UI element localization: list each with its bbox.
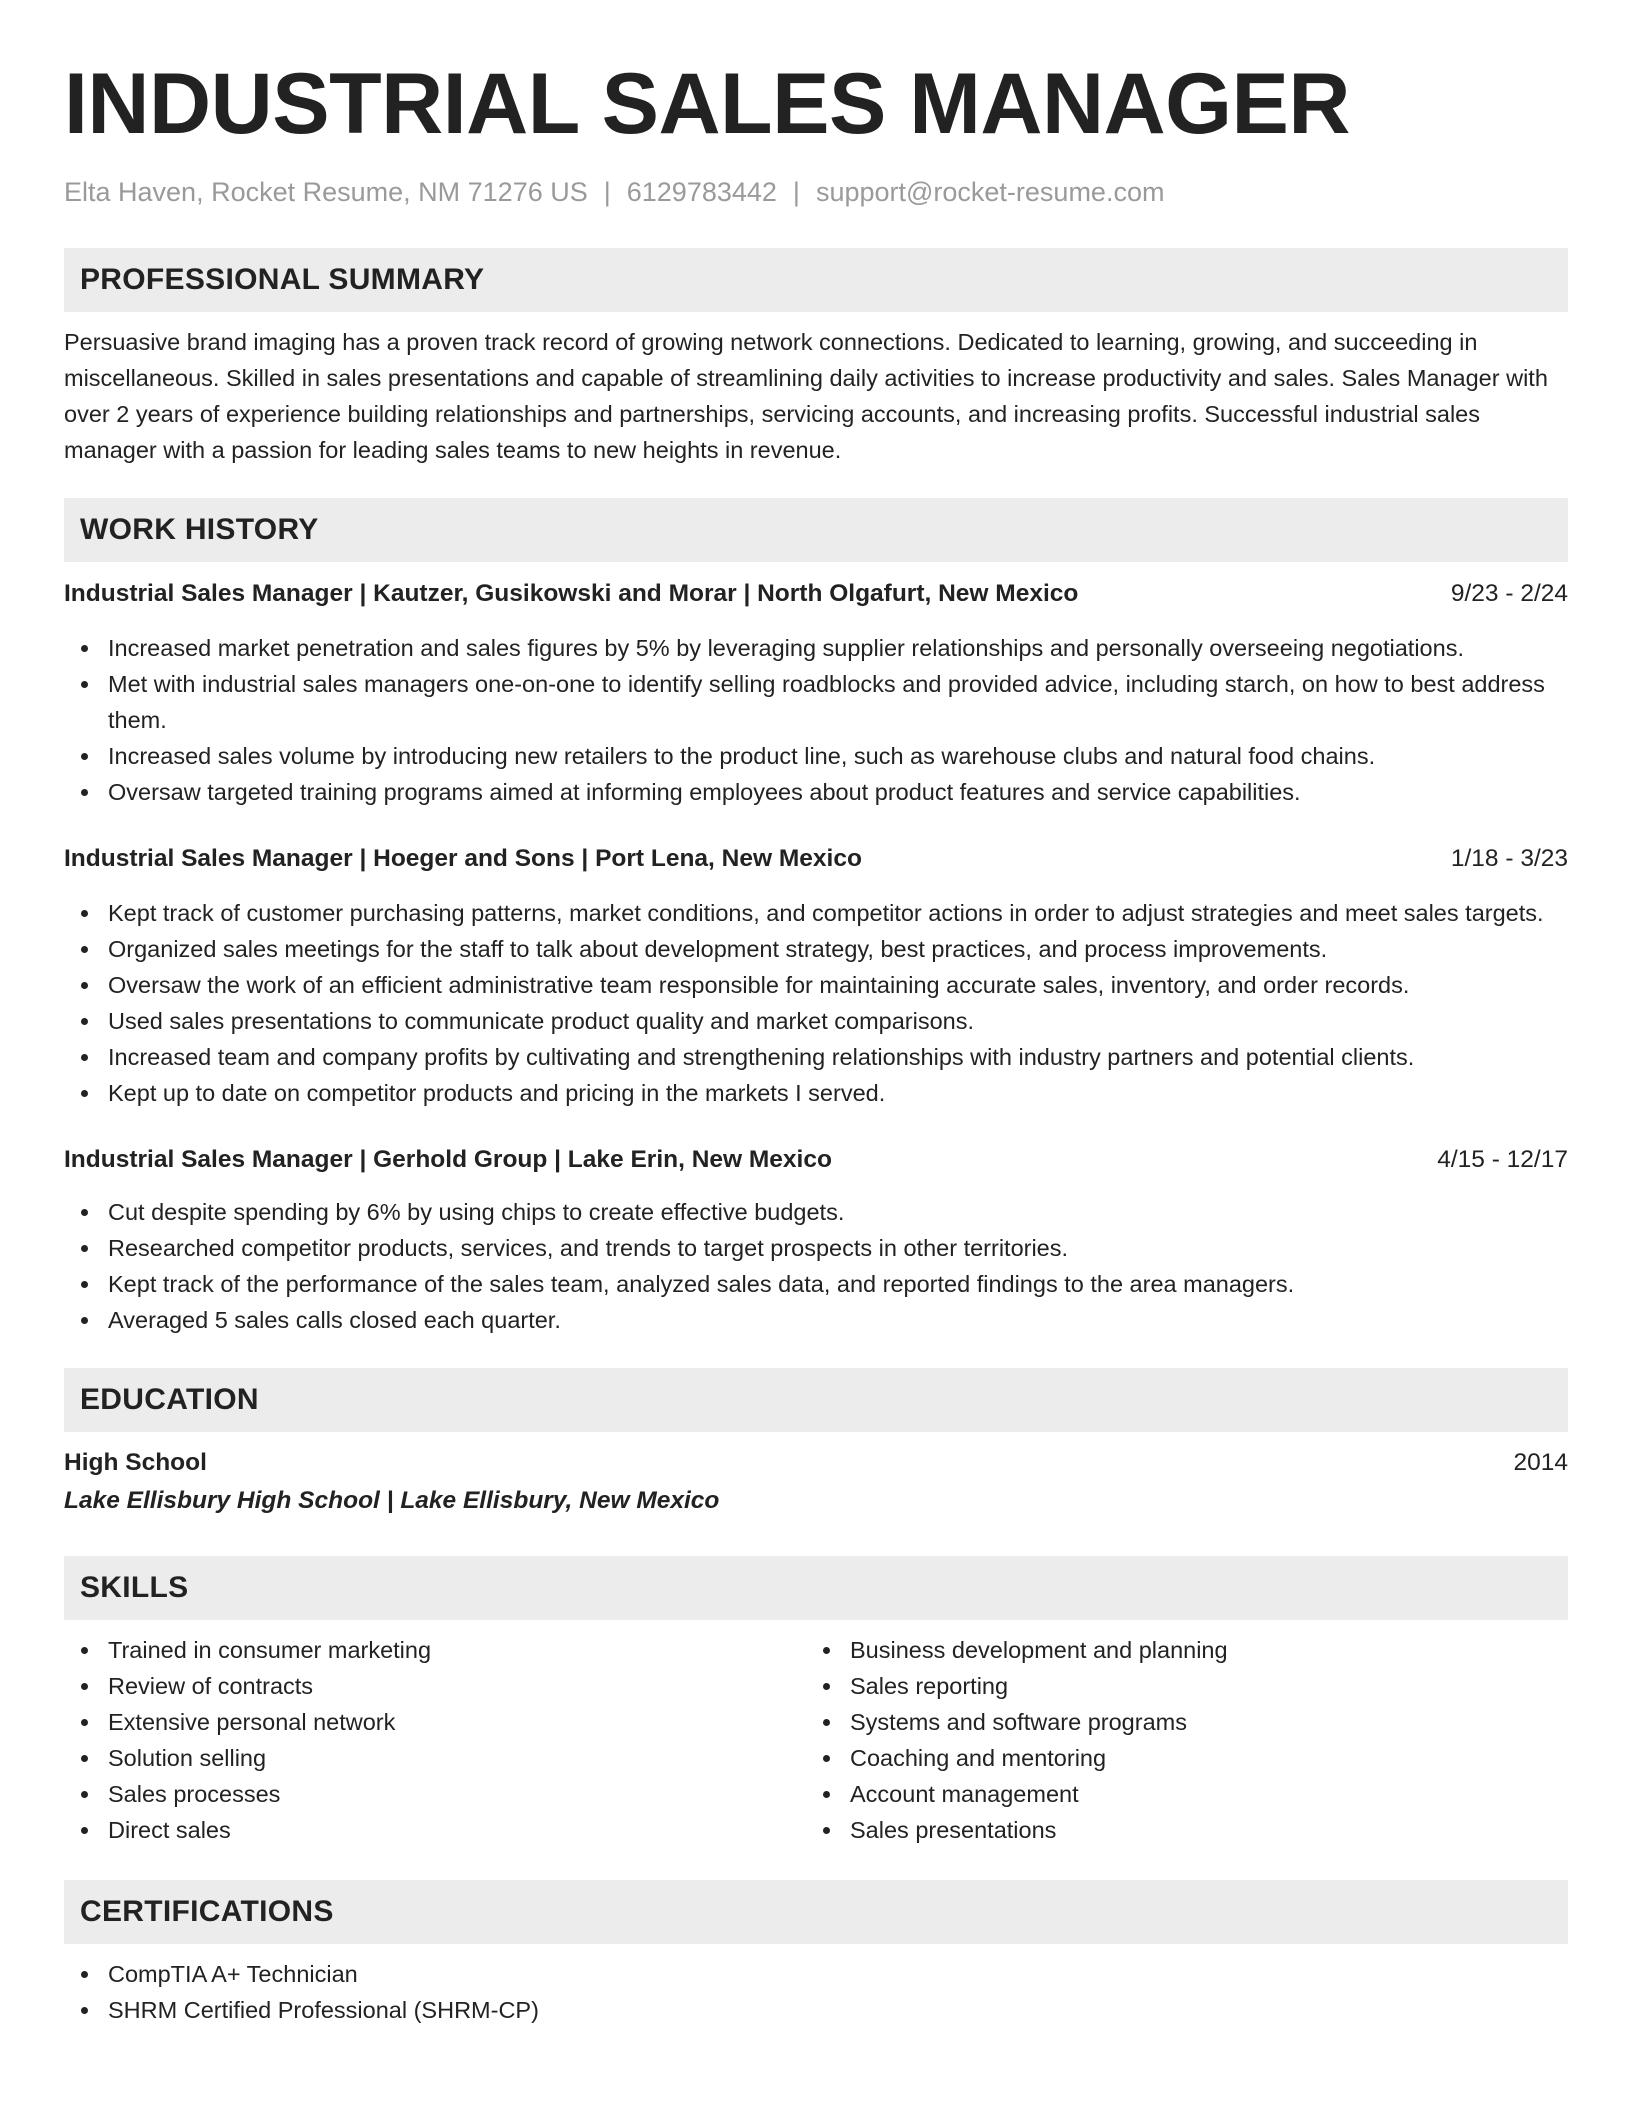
list-item: Cut despite spending by 6% by using chips to create effective budgets. (64, 1194, 1568, 1230)
section-header-skills: SKILLS (64, 1556, 1568, 1620)
contact-separator: | (603, 177, 611, 207)
job-header (64, 1142, 1568, 1178)
education-year: 2014 (1513, 1449, 1568, 1476)
job-title: Industrial Sales Manager | Hoeger and Sons | Port Lena, New Mexico (64, 845, 862, 872)
job-header (64, 576, 1568, 612)
list-item: Used sales presentations to communicate product quality and market comparisons. (64, 1003, 1568, 1039)
list-item: SHRM Certified Professional (SHRM-CP) (64, 1992, 1568, 2028)
list-item: Account management (806, 1776, 1548, 1812)
list-item: Sales processes (64, 1776, 806, 1812)
section-header-summary: PROFESSIONAL SUMMARY (64, 248, 1568, 312)
list-item: Increased market penetration and sales figures by 5% by leveraging supplier relationships and personally overseeing negotiations. (64, 630, 1568, 666)
summary-text: Persuasive brand imaging has a proven track record of growing network connections. Dedicated to learning, growing, and succeeding in miscellaneous. Skilled in sales presentations and capable of streamlining daily activities to increase productivity and sales. Sales Manager with over 2 years of experience building relationships and partnerships, servicing accounts, and increasing profits. Successful industrial sales manager with a passion for leading sales teams to new heights in revenue. (64, 329, 1548, 463)
section-header-education: EDUCATION (64, 1368, 1568, 1432)
list-item: Organized sales meetings for the staff to talk about development strategy, best practices, and process improvements. (64, 931, 1568, 967)
list-item: Extensive personal network (64, 1704, 806, 1740)
skills-list-left (64, 1632, 806, 1848)
list-item: Averaged 5 sales calls closed each quarter. (64, 1302, 1568, 1338)
job-dates: 9/23 - 2/24 (1450, 580, 1568, 607)
contact-line (64, 174, 1568, 210)
skills-list-right (806, 1632, 1548, 1848)
list-item: Kept track of customer purchasing patterns, market conditions, and competitor actions in order to adjust strategies and meet sales targets. (64, 895, 1568, 931)
job-header (64, 841, 1568, 877)
contact-phone: 6129783442 (626, 177, 777, 207)
list-item: CompTIA A+ Technician (64, 1956, 1568, 1992)
education-school: Lake Ellisbury High School | Lake Ellisbury, New Mexico (64, 1487, 720, 1514)
list-item: Sales presentations (806, 1812, 1548, 1848)
job-bullets (64, 1194, 1568, 1338)
job-entry (64, 1142, 1568, 1338)
list-item: Kept up to date on competitor products and pricing in the markets I served. (64, 1075, 1568, 1111)
contact-address: Elta Haven, Rocket Resume, NM 71276 US (64, 177, 588, 207)
education-entry (64, 1444, 1568, 1520)
certifications-list (64, 1956, 1568, 2028)
list-item: Kept track of the performance of the sales team, analyzed sales data, and reported findings to the area managers. (64, 1266, 1568, 1302)
list-item: Trained in consumer marketing (64, 1632, 806, 1668)
list-item: Direct sales (64, 1812, 806, 1848)
skills-columns (64, 1632, 1568, 1848)
education-header (64, 1444, 1568, 1482)
job-dates: 4/15 - 12/17 (1437, 1146, 1568, 1173)
list-item: Systems and software programs (806, 1704, 1548, 1740)
job-entry (64, 841, 1568, 1111)
job-title: Industrial Sales Manager | Kautzer, Gusikowski and Morar | North Olgafurt, New Mexico (64, 580, 1079, 607)
section-header-work-history: WORK HISTORY (64, 498, 1568, 562)
list-item: Oversaw targeted training programs aimed at informing employees about product features and service capabilities. (64, 774, 1568, 810)
resume-page (64, 56, 1568, 2028)
job-title: Industrial Sales Manager | Gerhold Group | Lake Erin, New Mexico (64, 1146, 832, 1173)
section-header-certifications: CERTIFICATIONS (64, 1880, 1568, 1944)
list-item: Sales reporting (806, 1668, 1548, 1704)
list-item: Researched competitor products, services, and trends to target prospects in other territories. (64, 1230, 1568, 1266)
list-item: Review of contracts (64, 1668, 806, 1704)
list-item: Coaching and mentoring (806, 1740, 1548, 1776)
list-item: Solution selling (64, 1740, 806, 1776)
job-dates: 1/18 - 3/23 (1450, 845, 1568, 872)
job-bullets (64, 630, 1568, 810)
contact-email: support@rocket-resume.com (815, 177, 1165, 207)
job-entry (64, 576, 1568, 810)
education-degree: High School (64, 1449, 207, 1476)
resume-title: INDUSTRIAL SALES MANAGER (64, 56, 1351, 152)
list-item: Oversaw the work of an efficient administrative team responsible for maintaining accurate sales, inventory, and order records. (64, 967, 1568, 1003)
list-item: Business development and planning (806, 1632, 1548, 1668)
list-item: Met with industrial sales managers one-on-one to identify selling roadblocks and provided advice, including starch, on how to best address them. (64, 666, 1568, 738)
job-bullets (64, 895, 1568, 1111)
list-item: Increased team and company profits by cultivating and strengthening relationships with industry partners and potential clients. (64, 1039, 1568, 1075)
list-item: Increased sales volume by introducing new retailers to the product line, such as warehouse clubs and natural food chains. (64, 738, 1568, 774)
contact-separator: | (792, 177, 800, 207)
